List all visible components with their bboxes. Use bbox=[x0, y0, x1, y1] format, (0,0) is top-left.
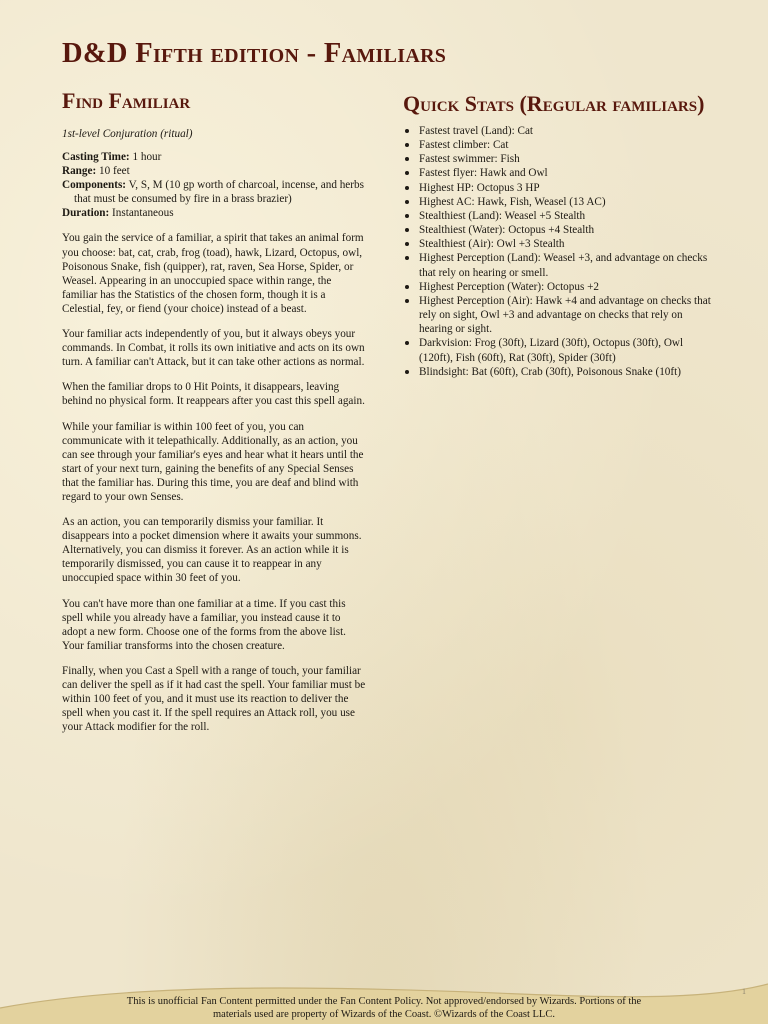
paragraph: You gain the service of a familiar, a spirit that takes an animal form you choose: bat, cat, crab, frog (toad), hawk, Lizard, Octopus, owl, Poisonous Snake, fish (quipper), rat, raven, Sea Horse, Spider, or Weasel. Appearing in an unoccupied space within range, the familiar has the Statistics of the chosen form, though it is a Celestial, fey, or fiend (your choice) instead of a beast. bbox=[62, 232, 364, 315]
stat-value: 10 feet bbox=[98, 165, 130, 178]
list-item: Highest HP: Octopus 3 HP bbox=[403, 181, 715, 195]
find-familiar-heading: Find Familiar bbox=[62, 88, 191, 113]
list-item: Fastest swimmer: Fish bbox=[403, 152, 715, 166]
list-item: Darkvision: Frog (30ft), Lizard (30ft), Octopus (30ft), Owl (120ft), Fish (60ft), Rat (30ft), Spider (30ft) bbox=[403, 336, 715, 364]
stat-label: Components: bbox=[62, 179, 127, 192]
paragraph: You can't have more than one familiar at a time. If you cast this spell while you already have a familiar, you instead cause it to adopt a new form. Choose one of the forms from the above list. Your familiar transforms into the chosen creature. bbox=[62, 597, 346, 652]
page-number: 1 bbox=[742, 987, 746, 996]
stat-casting-time bbox=[62, 150, 367, 164]
footer-legal-text bbox=[40, 996, 728, 1021]
stat-value: V, S, M (10 gp worth of charcoal, incense, and herbs that must be consumed by fire in a brass brazier) bbox=[74, 179, 364, 206]
paragraph: While your familiar is within 100 feet of you, you can communicate with it telepathically. Additionally, as an action, you can see through your familiar's eyes and hear what it hears until the start of your next turn, gaining the benefits of any Special Senses that the familiar has. During this time, you are deaf and blind with regard to your own Senses. bbox=[62, 420, 364, 503]
list-item: Highest Perception (Air): Hawk +4 and advantage on checks that rely on sight, Owl +3 and advantage on checks that rely on hearing or sight. bbox=[403, 294, 715, 336]
list-item: Fastest travel (Land): Cat bbox=[403, 124, 715, 138]
page-title: D&D Fifth edition - Familiars bbox=[62, 38, 447, 69]
stat-duration bbox=[62, 206, 367, 220]
paragraph: Finally, when you Cast a Spell with a range of touch, your familiar can deliver the spell as if it had cast the spell. Your familiar must be within 100 feet of you, and it must use its reaction to deliver the spell when you cast it. If the spell requires an Attack roll, you use your Attack modifier for the roll. bbox=[62, 664, 366, 734]
list-item: Stealthiest (Air): Owl +3 Stealth bbox=[403, 237, 715, 251]
list-item: Stealthiest (Water): Octopus +4 Stealth bbox=[403, 223, 715, 237]
list-item: Fastest climber: Cat bbox=[403, 138, 715, 152]
stat-value: Instantaneous bbox=[112, 207, 174, 220]
stat-value: 1 hour bbox=[132, 151, 162, 163]
list-item: Highest AC: Hawk, Fish, Weasel (13 AC) bbox=[403, 195, 715, 209]
stat-label: Range: bbox=[62, 165, 97, 178]
list-item: Highest Perception (Water): Octopus +2 bbox=[403, 280, 715, 294]
stat-components bbox=[62, 178, 367, 206]
stat-label: Casting Time: bbox=[62, 151, 130, 163]
spell-stats bbox=[62, 150, 367, 220]
paragraph: As an action, you can temporarily dismiss your familiar. It disappears into a pocket dimension where it awaits your summons. Alternatively, you can dismiss it forever. As an action while it is temporarily dismissed, you can cause it to reappear in any unoccupied space within 30 feet of you. bbox=[62, 516, 362, 585]
paragraph: When the familiar drops to 0 Hit Points, it disappears, leaving behind no physical form. It reappears after you cast this spell again. bbox=[62, 381, 365, 408]
list-item: Stealthiest (Land): Weasel +5 Stealth bbox=[403, 209, 715, 223]
spell-level: 1st-level Conjuration (ritual) bbox=[62, 128, 193, 140]
stat-range bbox=[62, 164, 367, 178]
paragraph: Your familiar acts independently of you, but it always obeys your commands. In Combat, it rolls its own initiative and acts on its own turn. A familiar can't Attack, but it can take other actions as normal. bbox=[62, 328, 365, 369]
footer-line: materials used are property of Wizards of the Coast. ©Wizards of the Coast LLC. bbox=[213, 1008, 555, 1020]
stat-label: Duration: bbox=[62, 207, 110, 220]
quick-stats-column bbox=[403, 90, 715, 379]
list-item: Highest Perception (Land): Weasel +3, and advantage on checks that rely on hearing or smell. bbox=[403, 251, 715, 279]
footer-line: This is unofficial Fan Content permitted under the Fan Content Policy. Not approved/endorsed by Wizards. Portions of the bbox=[126, 996, 642, 1007]
list-item: Blindsight: Bat (60ft), Crab (30ft), Poisonous Snake (10ft) bbox=[403, 365, 715, 379]
find-familiar-column bbox=[62, 90, 367, 734]
quick-stats-heading: Quick Stats (Regular familiars) bbox=[403, 91, 705, 116]
list-item: Fastest flyer: Hawk and Owl bbox=[403, 166, 715, 180]
quick-stats-list bbox=[403, 124, 715, 379]
